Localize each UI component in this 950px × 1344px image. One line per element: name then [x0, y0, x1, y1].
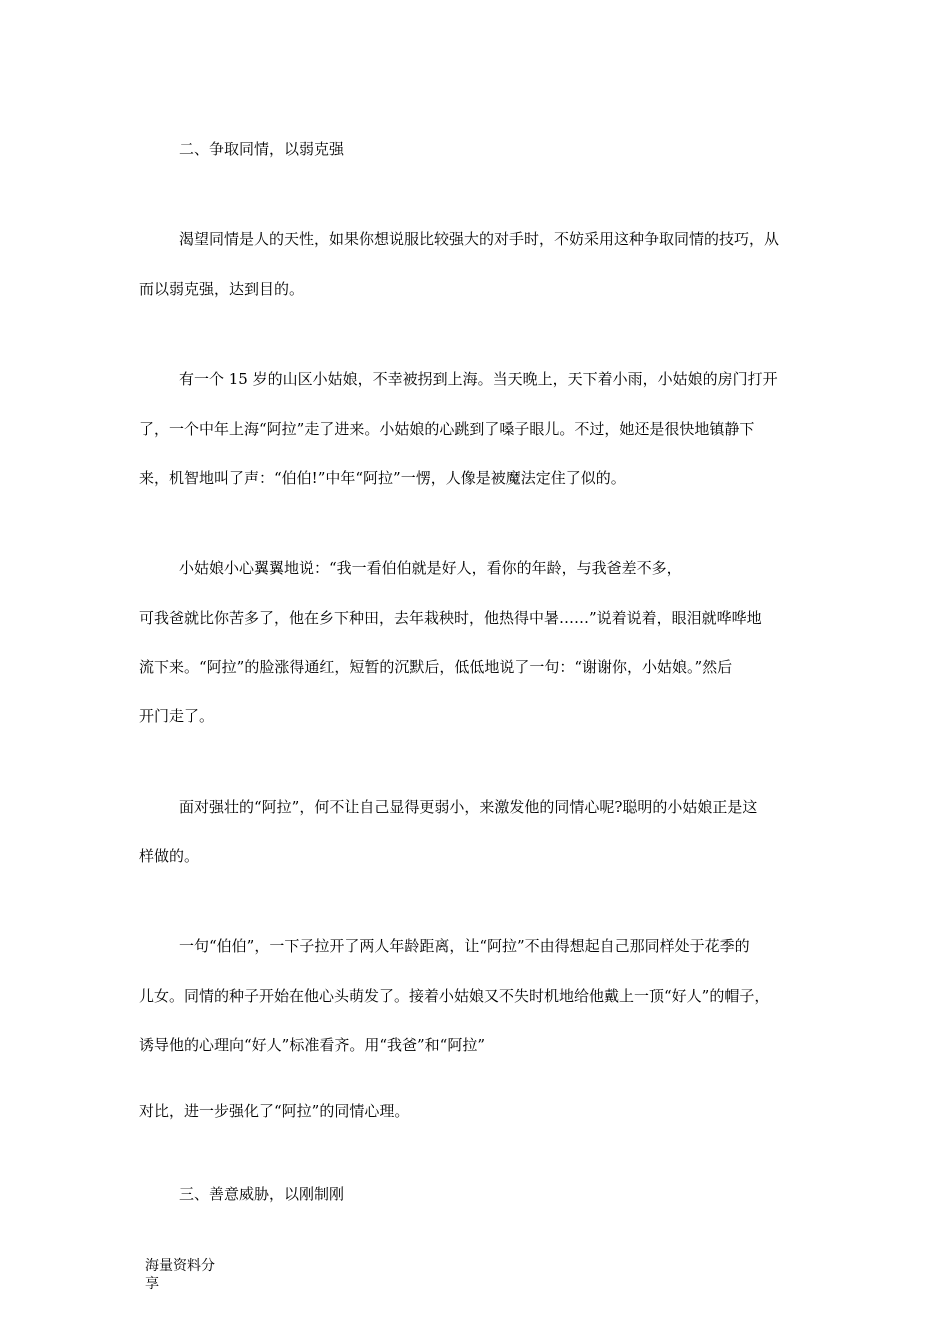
paragraph-line: 而以弱克强，达到目的。	[139, 280, 305, 298]
paragraph-line: 诱导他的心理向“好人”标准看齐。用“我爸”和“阿拉”	[139, 1036, 486, 1054]
paragraph-line: 有一个 15 岁的山区小姑娘，不幸被拐到上海。当天晚上，天下着小雨，小姑娘的房门打开	[179, 370, 778, 388]
paragraph-line: 渴望同情是人的天性，如果你想说服比较强大的对手时，不妨采用这种争取同情的技巧，从	[179, 230, 780, 248]
paragraph-line: 对比，进一步强化了“阿拉”的同情心理。	[139, 1102, 410, 1120]
paragraph-line: 开门走了。	[139, 707, 215, 725]
paragraph-line: 儿女。同情的种子开始在他心头萌发了。接着小姑娘又不失时机地给他戴上一顶“好人”的帽子，	[139, 987, 770, 1005]
paragraph-line: 可我爸就比你苦多了，他在乡下种田，去年栽秧时，他热得中暑……”说着说着，眼泪就哗哗地	[139, 609, 762, 627]
footer-line: 海量资料分	[145, 1258, 215, 1274]
paragraph-line: 面对强壮的“阿拉”，何不让自己显得更弱小，来激发他的同情心呢?聪明的小姑娘正是这	[179, 798, 758, 816]
paragraph-line: 来，机智地叫了声：“伯伯!”中年“阿拉”一愣，人像是被魔法定住了似的。	[139, 469, 626, 487]
footer-line: 享	[145, 1276, 159, 1292]
paragraph-line: 了，一个中年上海“阿拉”走了进来。小姑娘的心跳到了嗓子眼儿。不过，她还是很快地镇静下	[139, 420, 755, 438]
paragraph-line: 小姑娘小心翼翼地说：“我一看伯伯就是好人，看你的年龄，与我爸差不多，	[179, 559, 682, 577]
paragraph-line: 样做的。	[139, 847, 200, 865]
paragraph-line: 一句“伯伯”，一下子拉开了两人年龄距离，让“阿拉”不由得想起自己那同样处于花季的	[179, 937, 750, 955]
paragraph-line: 流下来。“阿拉”的脸涨得通红，短暂的沉默后，低低地说了一句：“谢谢你，小姑娘。”然后	[139, 658, 733, 676]
section-heading-3: 三、善意威胁，以刚制刚	[179, 1185, 345, 1203]
section-heading-2: 二、争取同情，以弱克强	[179, 140, 345, 158]
